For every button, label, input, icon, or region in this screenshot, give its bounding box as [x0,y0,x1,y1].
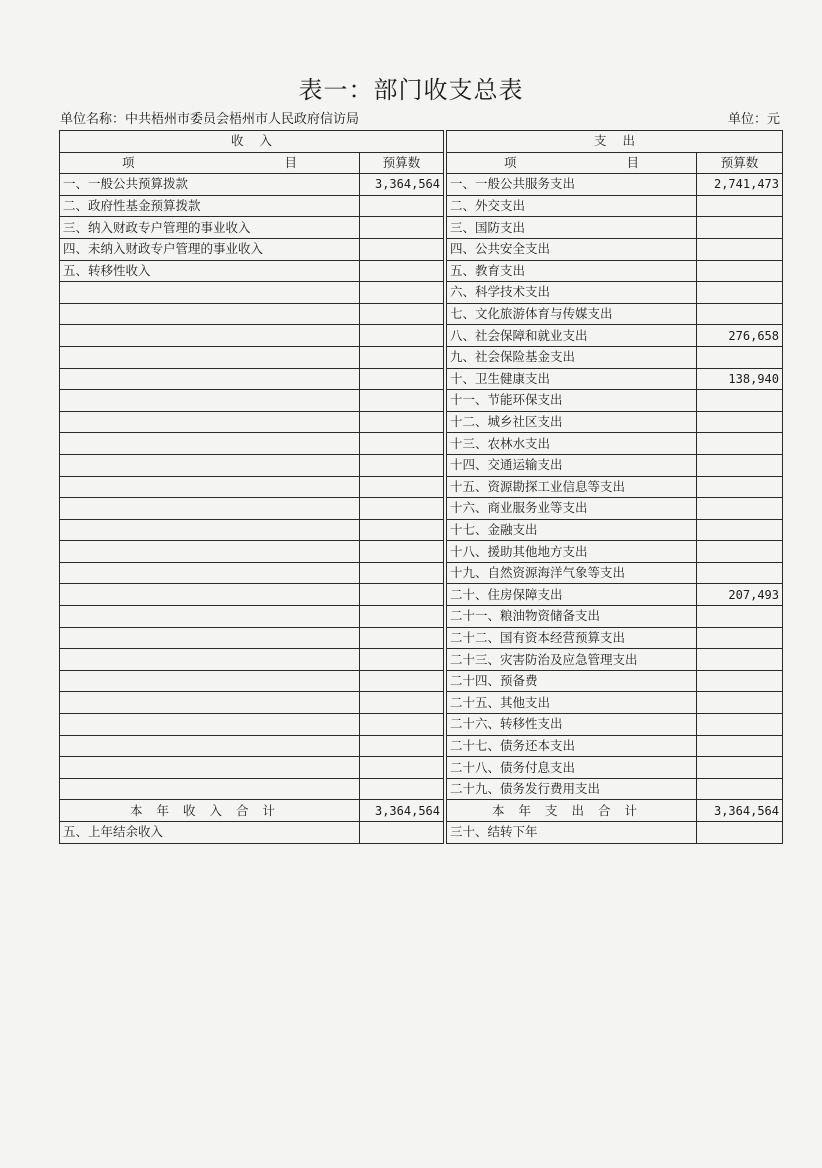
expense-value [697,822,783,844]
expense-total-value: 3,364,564 [697,800,783,822]
table-row [60,368,783,390]
header-row-columns [60,152,783,174]
expense-value [697,562,783,584]
expense-item: 二十、住房保障支出 [447,584,697,606]
expense-value [697,433,783,455]
expense-value [697,282,783,304]
expense-value [697,238,783,260]
income-value [360,411,444,433]
expense-item: 二十一、粮油物资储备支出 [447,606,697,628]
expense-value [697,303,783,325]
expense-item: 六、科学技术支出 [447,282,697,304]
expense-item: 二十二、国有资本经营预算支出 [447,627,697,649]
expense-item: 十一、节能环保支出 [447,390,697,412]
income-value [360,562,444,584]
carryover-row [60,822,783,844]
income-item [60,541,360,563]
income-item [60,390,360,412]
expense-item: 十七、金融支出 [447,519,697,541]
income-value [360,692,444,714]
expense-value [697,498,783,520]
expense-value [697,195,783,217]
income-item [60,368,360,390]
income-item [60,411,360,433]
income-item [60,757,360,779]
table-row [60,390,783,412]
table-row [60,195,783,217]
table-row [60,735,783,757]
income-value [360,282,444,304]
expense-item: 三、国防支出 [447,217,697,239]
expense-value [697,778,783,800]
income-value [360,670,444,692]
expense-value [697,411,783,433]
income-item: 三、纳入财政专户管理的事业收入 [60,217,360,239]
expense-value [697,627,783,649]
income-value [360,627,444,649]
table-row [60,476,783,498]
header-row-sections [60,131,783,153]
income-item [60,346,360,368]
expense-item: 二十八、债务付息支出 [447,757,697,779]
table-row [60,282,783,304]
table-row [60,498,783,520]
table-row [60,325,783,347]
income-value [360,735,444,757]
income-value [360,606,444,628]
expense-value [697,519,783,541]
income-value [360,476,444,498]
table-row [60,346,783,368]
expense-item: 四、公共安全支出 [447,238,697,260]
expense-item: 二、外交支出 [447,195,697,217]
income-item: 一、一般公共预算拨款 [60,174,360,196]
income-item [60,303,360,325]
expense-value [697,541,783,563]
expense-item: 二十七、债务还本支出 [447,735,697,757]
table-row [60,692,783,714]
expense-value [697,606,783,628]
table-row [60,627,783,649]
expense-item: 十、卫生健康支出 [447,368,697,390]
income-section-header: 收 入 [60,131,444,153]
income-value [360,433,444,455]
expense-item: 十九、自然资源海洋气象等支出 [447,562,697,584]
table-row [60,433,783,455]
income-value [360,649,444,671]
unit-line [60,108,780,128]
expense-item: 二十五、其他支出 [447,692,697,714]
income-item: 二、政府性基金预算拨款 [60,195,360,217]
income-value [360,454,444,476]
income-item [60,498,360,520]
budget-table [59,130,783,844]
expense-value [697,649,783,671]
income-item: 五、上年结余收入 [60,822,360,844]
income-item [60,584,360,606]
table-row [60,411,783,433]
expense-item: 三十、结转下年 [447,822,697,844]
table-row [60,454,783,476]
expense-value [697,217,783,239]
expense-item: 十四、交通运输支出 [447,454,697,476]
expense-value: 138,940 [697,368,783,390]
income-item: 五、转移性收入 [60,260,360,282]
expense-value: 207,493 [697,584,783,606]
income-value [360,541,444,563]
income-item [60,670,360,692]
table-row [60,778,783,800]
expense-total-label: 本年支出合计 [447,800,697,822]
income-total-value: 3,364,564 [360,800,444,822]
unit-label: 单位：元 [727,112,780,127]
expense-item: 二十四、预备费 [447,670,697,692]
expense-item: 二十三、灾害防治及应急管理支出 [447,649,697,671]
income-item [60,649,360,671]
income-value [360,584,444,606]
income-item [60,627,360,649]
expense-item: 五、教育支出 [447,260,697,282]
income-value [360,217,444,239]
income-value [360,238,444,260]
table-row [60,238,783,260]
expense-budget-header: 预算数 [697,152,783,174]
page-title: 表一：部门收支总表 [298,76,524,104]
income-value [360,390,444,412]
expense-value [697,714,783,736]
expense-value [697,390,783,412]
expense-item: 二十六、转移性支出 [447,714,697,736]
expense-item: 十五、资源勘探工业信息等支出 [447,476,697,498]
expense-value [697,260,783,282]
income-value [360,714,444,736]
table-row [60,260,783,282]
income-value [360,498,444,520]
income-value [360,822,444,844]
table-row [60,562,783,584]
income-item [60,454,360,476]
income-budget-header: 预算数 [360,152,444,174]
income-value [360,368,444,390]
table-row [60,519,783,541]
income-item [60,778,360,800]
expense-value [697,346,783,368]
income-value [360,260,444,282]
table-row [60,757,783,779]
expense-value: 276,658 [697,325,783,347]
income-item [60,282,360,304]
income-item [60,519,360,541]
income-value [360,346,444,368]
income-value [360,195,444,217]
expense-value [697,692,783,714]
income-value [360,519,444,541]
income-item [60,692,360,714]
expense-item: 十二、城乡社区支出 [447,411,697,433]
table-row [60,670,783,692]
income-item [60,562,360,584]
table-row [60,606,783,628]
income-value: 3,364,564 [360,174,444,196]
expense-value [697,735,783,757]
expense-item: 八、社会保障和就业支出 [447,325,697,347]
table-row [60,714,783,736]
income-value [360,778,444,800]
total-row [60,800,783,822]
income-value [360,325,444,347]
income-item-header: 项 目 [60,152,360,174]
unit-name: 单位名称：中共梧州市委员会梧州市人民政府信访局 [60,112,360,127]
income-item [60,735,360,757]
expense-value [697,670,783,692]
expense-item-header: 项 目 [447,152,697,174]
table-row [60,649,783,671]
table-row [60,541,783,563]
expense-value [697,757,783,779]
income-item: 四、未纳入财政专户管理的事业收入 [60,238,360,260]
table-row [60,303,783,325]
income-item [60,325,360,347]
income-value [360,303,444,325]
expense-item: 一、一般公共服务支出 [447,174,697,196]
expense-item: 十六、商业服务业等支出 [447,498,697,520]
expense-item: 二十九、债务发行费用支出 [447,778,697,800]
expense-item: 九、社会保险基金支出 [447,346,697,368]
table-row [60,584,783,606]
expense-section-header: 支 出 [447,131,783,153]
income-item [60,433,360,455]
expense-value [697,476,783,498]
income-item [60,714,360,736]
table-row [60,174,783,196]
table-row [60,217,783,239]
income-value [360,757,444,779]
expense-value: 2,741,473 [697,174,783,196]
expense-value [697,454,783,476]
expense-item: 七、文化旅游体育与传媒支出 [447,303,697,325]
income-total-label: 本年收入合计 [60,800,360,822]
expense-item: 十八、援助其他地方支出 [447,541,697,563]
income-item [60,606,360,628]
expense-item: 十三、农林水支出 [447,433,697,455]
income-item [60,476,360,498]
